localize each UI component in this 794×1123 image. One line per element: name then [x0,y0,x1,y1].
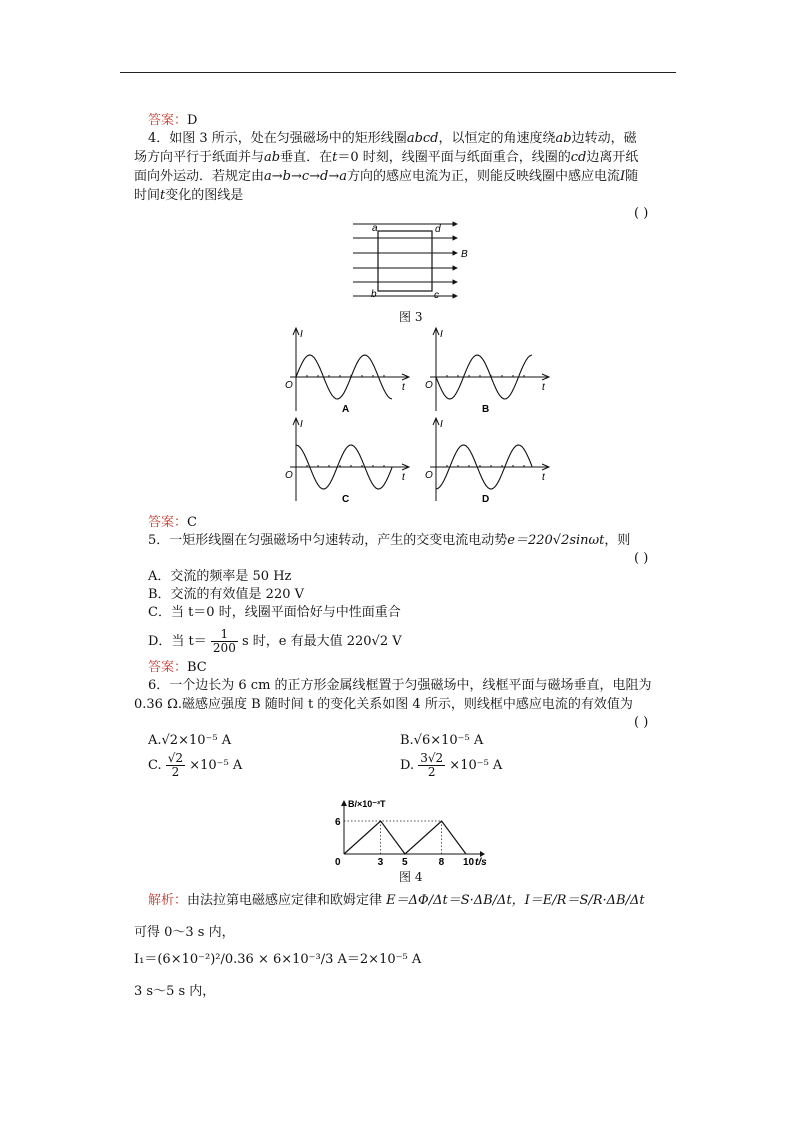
label-a: a [372,223,378,234]
x-tick-0: 0 [335,857,341,866]
figure-3-caption: 图 3 [399,310,423,324]
x-tick-8: 8 [438,857,445,866]
fraction-1-200: $\frac{1}{200}$ [212,627,236,655]
origin-D: O [425,470,433,481]
q4-line2: 场方向平行于纸面并与ab垂直．在t＝0 时刻，线圈平面与纸面重合，线圈的cd边离开纸 [134,150,639,165]
axis-t-B: t [542,382,545,393]
solution-line4: 3 s～5 s 内， [134,984,216,999]
label-c: c [434,290,439,301]
q6-option-a: A.√2×10⁻⁵ A [148,733,232,748]
figure-4-caption: 图 4 [399,870,423,884]
y-arrow [341,800,347,806]
axis-t-A: t [402,382,405,393]
q4-bracket: ( ) [634,206,649,221]
option-label-A: A [342,404,350,415]
q5-option-b: B．交流的有效值是 220 V [148,587,305,602]
x-tick-10: 10 [463,857,475,866]
q4-line4: 时间t变化的图线是 [134,188,244,203]
axis-t-D: t [542,472,545,483]
label-B: B [461,249,468,260]
q5-answer: 答案：BC [148,660,207,675]
figure-3-coil [345,218,475,308]
q5-option-a: A．交流的频率是 50 Hz [148,569,292,584]
q6-line2: 0.36 Ω.磁感应强度 B 随时间 t 的变化关系如图 4 所示，则线框中感应电流的有效值为 [134,697,633,712]
fraction-c: $\frac{√2}{2}$ [167,751,184,779]
y-axis-label: B/×10⁻³T [348,799,386,809]
q6-option-c: C. $\frac{√2}{2}$ ×10⁻⁵ A [148,751,243,779]
solution-line1: 解析：由法拉第电磁感应定律和欧姆定律 E＝ΔΦ/Δt＝S·ΔB/Δt，I＝E/R＝S/R·ΔB/Δt [148,893,645,908]
q6-option-b: B.√6×10⁻⁵ A [400,733,484,748]
origin-C: O [285,470,293,481]
q4-line1: 4．如图 3 所示，处在匀强磁场中的矩形线圈abcd，以恒定的角速度绕ab边转动，磁 [148,131,637,146]
solution-line3: I₁＝(6×10⁻²)²/0.36 × 6×10⁻³/3 A＝2×10⁻⁵ A [134,952,422,967]
axis-t-C: t [402,472,405,483]
option-label-D: D [482,494,490,505]
header-rule [120,72,676,73]
option-label-C: C [342,494,350,505]
q6-bracket: ( ) [634,715,649,730]
q4-line3: 面向外运动．若规定由a→b→c→d→a方向的感应电流为正，则能反映线圈中感应电流I随 [134,169,639,184]
graph-options [282,322,552,514]
label-d: d [435,224,441,235]
axis-I-D: I [440,419,443,430]
origin-B: O [425,380,433,391]
origin-A: O [285,380,293,391]
x-axis-label: t/s [475,857,487,866]
label-b: b [371,289,377,300]
b-series-line [344,821,466,854]
x-tick-3: 3 [377,857,384,866]
axis-I-B: I [440,329,443,340]
x-tick-5: 5 [402,857,408,866]
q5-option-c: C．当 t＝0 时，线圈平面恰好与中性面重合 [148,605,401,620]
q4-answer: 答案：C [148,515,197,530]
option-label-B: B [482,404,490,415]
y-tick-6: 6 [335,817,341,828]
q5-option-d: D．当 t＝ $\frac{1}{200}$ s 时，e 有最大值 220√2 V [148,627,402,655]
figure-4-chart [330,798,490,866]
q3-answer: 答案：D [148,113,198,128]
solution-line2: 可得 0～3 s 内， [134,925,235,940]
axis-I-A: I [300,329,303,340]
axis-I-C: I [300,419,303,430]
fraction-d: $\frac{3√2}{2}$ [420,751,444,779]
q6-line1: 6．一个边长为 6 cm 的正方形金属线框置于匀强磁场中，线框平面与磁场垂直，电阻为 [148,678,652,693]
q5-bracket: ( ) [634,551,649,566]
q6-option-d: D. $\frac{3√2}{2}$ ×10⁻⁵ A [400,751,503,779]
q5-stem: 5．一矩形线圈在匀强磁场中匀速转动，产生的交变电流电动势e＝220√2sinωt，则 [148,533,631,548]
